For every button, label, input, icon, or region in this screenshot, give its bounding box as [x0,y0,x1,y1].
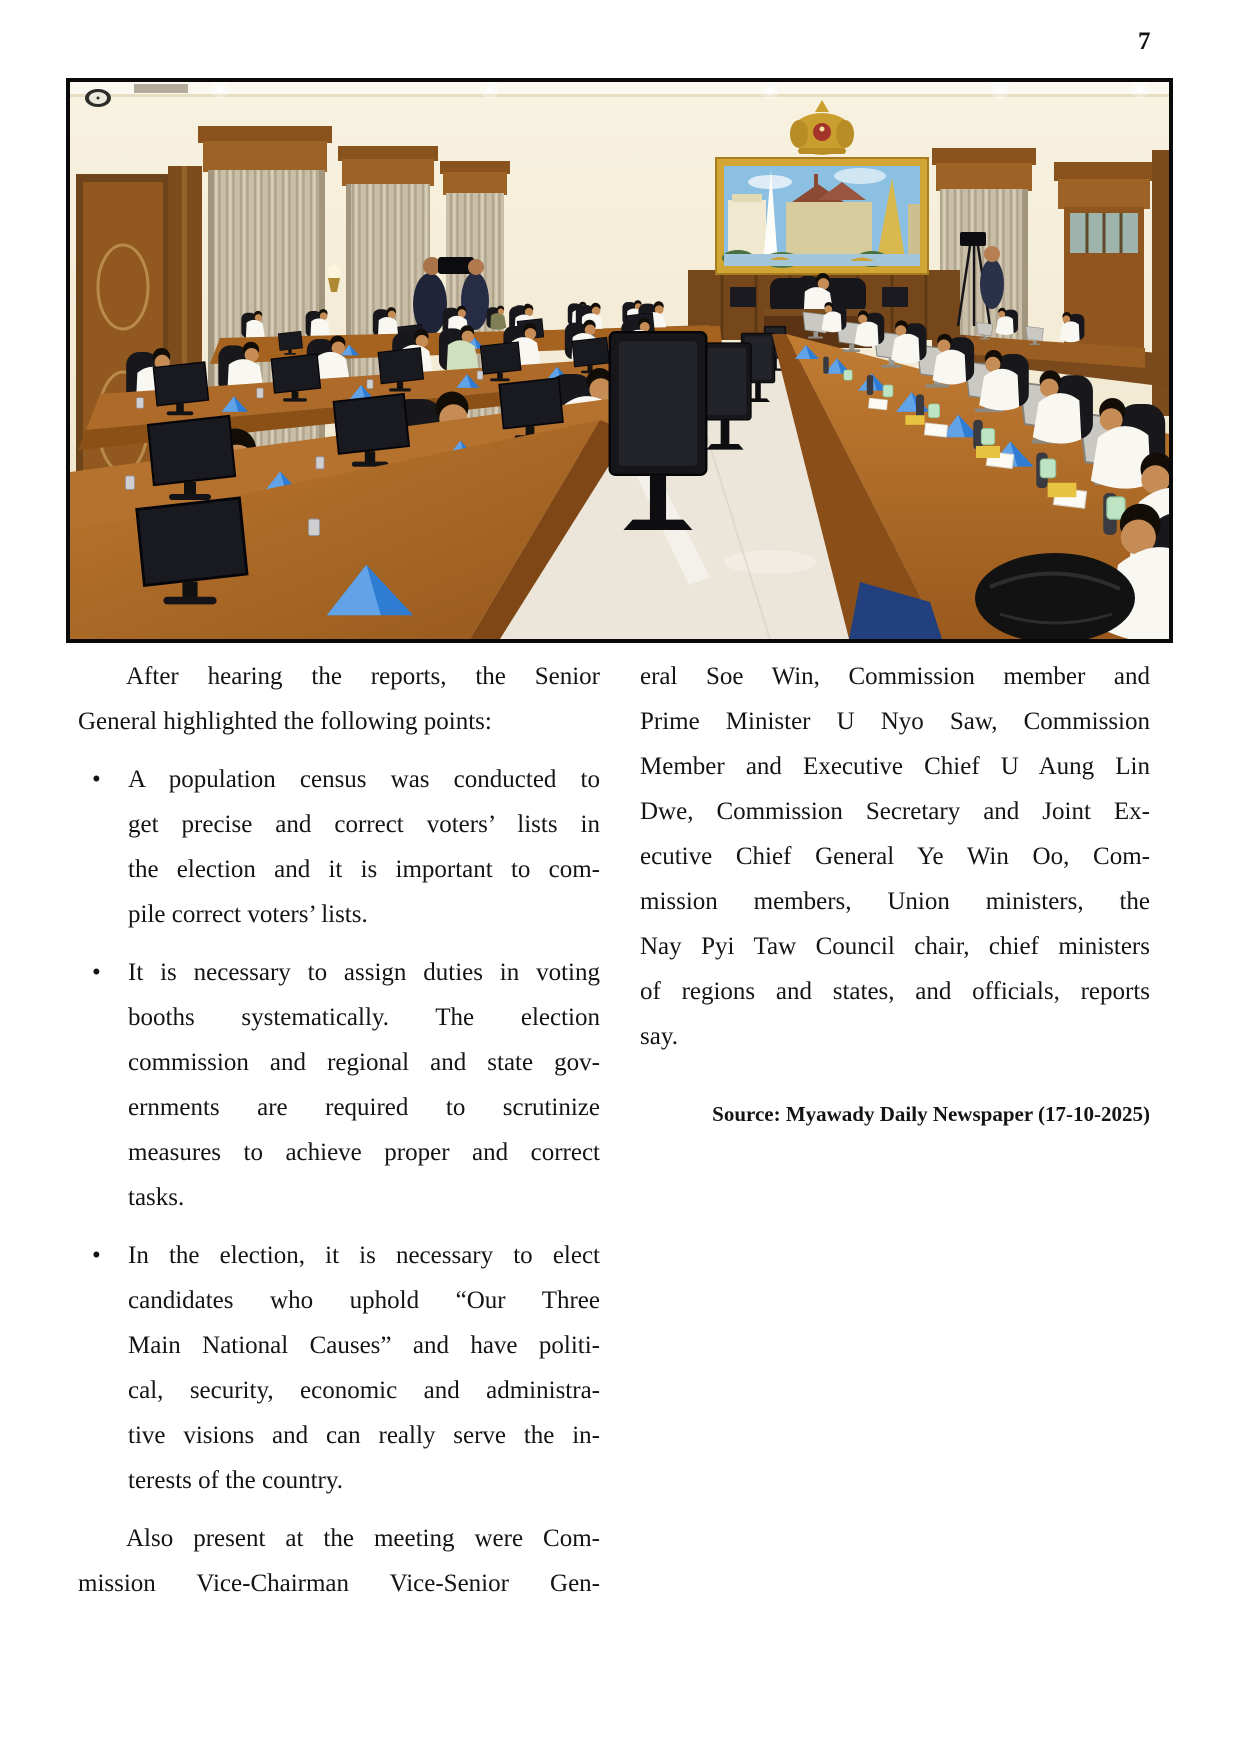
text-line: Also present at the meeting were Com- [126,1525,600,1552]
text-line: terests of the country. [128,1467,343,1494]
text-line: booths systematically. The election [128,1004,600,1031]
text-line: Nay Pyi Taw Council chair, chief ministers [640,933,1150,960]
bullet-marker: • [92,959,101,986]
paragraph [78,654,600,744]
meeting-photo [66,78,1173,643]
page-number: 7 [1138,28,1151,55]
paragraph [78,1516,600,1606]
paragraph [640,654,1150,1059]
text-line: After hearing the reports, the Senior [126,663,600,690]
text-line: say. [640,1023,678,1050]
air-vent [134,84,188,93]
text-line: pile correct voters’ lists. [128,901,368,928]
text-line: tasks. [128,1184,185,1211]
text-line: mission Vice-Chairman Vice-Senior Gen- [78,1570,600,1597]
text-line: Prime Minister U Nyo Saw, Commission [640,708,1150,735]
bullet-item [78,757,600,937]
text-line: General highlighted the following points: [78,708,492,735]
article-body [78,654,1150,1606]
text-line: ernments are required to scrutinize [128,1094,600,1121]
text-line: In the election, it is necessary to elect [128,1242,600,1269]
text-line: candidates who uphold “Our Three [128,1287,600,1314]
text-line: eral Soe Win, Commission member and [640,663,1150,690]
text-line: tive visions and can really serve the in- [128,1422,600,1449]
source-credit: Source: Myawady Daily Newspaper (17-10-2025) [712,1102,1150,1126]
text-line: measures to achieve proper and correct [128,1139,600,1166]
text-line: ecutive Chief General Ye Win Oo, Com- [640,843,1150,870]
article-column-left [78,654,600,1606]
text-line: A population census was conducted to [128,766,600,793]
black-bag [975,553,1135,639]
text-line: mission members, Union ministers, the [640,888,1150,915]
text-line: Dwe, Commission Secretary and Joint Ex- [640,798,1150,825]
bullet-item [78,950,600,1220]
bullet-item [78,1233,600,1503]
text-line: of regions and states, and officials, reports [640,978,1150,1005]
text-line: Member and Executive Chief U Aung Lin [640,753,1150,780]
text-line: Main National Causes” and have politi- [128,1332,600,1359]
bullet-marker: • [92,1242,101,1269]
text-line: commission and regional and state gov- [128,1049,600,1076]
meeting-photo-illustration [70,82,1169,639]
article-column-right [640,654,1150,1606]
text-line: get precise and correct voters’ lists in [128,811,600,838]
text-line: It is necessary to assign duties in voting [128,959,600,986]
wall-clock [85,89,111,107]
text-line: cal, security, economic and administra- [128,1377,600,1404]
bullet-marker: • [92,766,101,793]
text-line: the election and it is important to com- [128,856,600,883]
